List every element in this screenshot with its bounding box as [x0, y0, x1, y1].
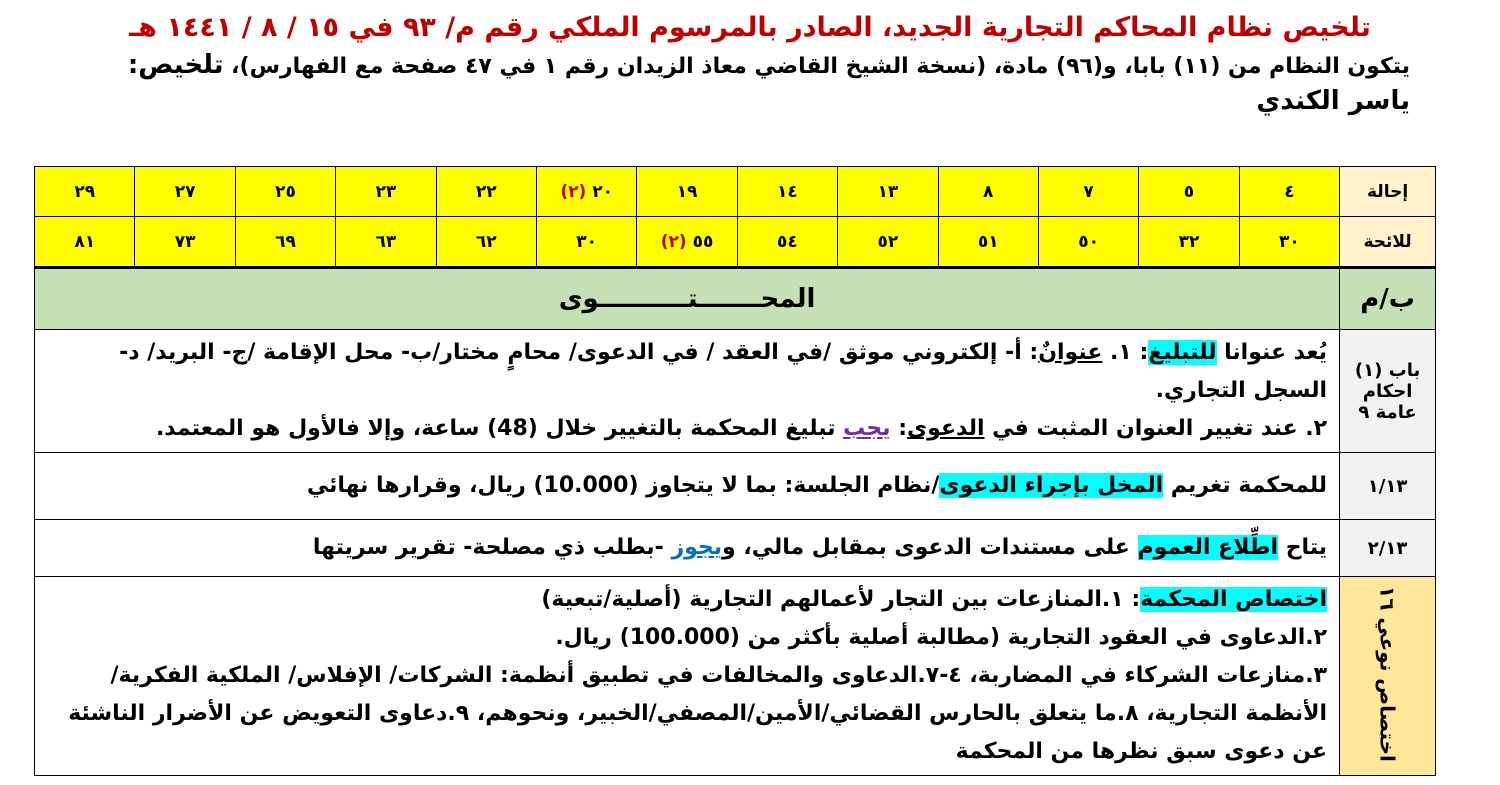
- header-num: ب/م: [1340, 268, 1436, 330]
- document-title: تلخيص نظام المحاكم التجارية الجديد، الصادر بالمرسوم الملكي رقم م/ ٩٣ في ١٥ / ٨ / ١٤٤١ هـ: [129, 12, 1371, 43]
- ref-cell: ١٣: [838, 167, 938, 217]
- row-number: باب (١) احكام عامة ٩: [1340, 330, 1436, 453]
- refs-row-2: [35, 217, 1436, 268]
- row-text: /نظام الجلسة: بما لا يتجاوز (10.000) ريال، وقرارها نهائي: [306, 473, 940, 498]
- row-text: : ١.المنازعات بين التجار لأعمالهم التجارية (أصلية/تبعية): [541, 587, 1141, 612]
- ref-cell: ٤: [1239, 167, 1339, 217]
- ref-cell: ٦٢: [436, 217, 536, 268]
- row-content: [35, 330, 1340, 453]
- row-text: : أ- إلكتروني موثق /في العقد / في الدعوى/ محامٍ مختار/ب- محل الإقامة /ج- البريد/ د- السجل التجاري.: [119, 340, 1328, 403]
- row-content: [35, 453, 1340, 520]
- row-content: [35, 577, 1340, 776]
- ref-cell: ١٤: [737, 167, 837, 217]
- ref-mark: (٢): [560, 181, 587, 202]
- row-text: يتاح: [1278, 535, 1328, 560]
- ref-cell: ١٩: [637, 167, 737, 217]
- highlight-text: المخل بإجراء الدعوى: [939, 473, 1164, 498]
- row-text: : ١.: [1102, 340, 1149, 365]
- ref-cell: ٥٠: [1038, 217, 1138, 268]
- highlight-text: للتبليغ: [1148, 340, 1217, 365]
- emphasis-text: يجب: [843, 416, 891, 441]
- refs-label-2: للائحة: [1340, 217, 1436, 268]
- vertical-label: اختصاص نوعي ١٦: [1375, 585, 1400, 762]
- ref-cell: ٥١: [938, 217, 1038, 268]
- ref-cell: ٥: [1139, 167, 1239, 217]
- ref-cell-marked: [637, 217, 737, 268]
- ref-cell: ٢٧: [135, 167, 235, 217]
- summary-table: [34, 166, 1436, 776]
- row-number: ١/١٣: [1340, 453, 1436, 520]
- ref-cell: ٢٢: [436, 167, 536, 217]
- row-text: :: [890, 416, 907, 441]
- row-text: على مستندات الدعوى بمقابل مالي، و: [722, 535, 1138, 560]
- highlight-text: اختصاص المحكمة: [1140, 587, 1328, 612]
- row-number: ٢/١٣: [1340, 520, 1436, 577]
- ref-cell: ٦٩: [235, 217, 335, 268]
- ref-cell: ٨: [938, 167, 1038, 217]
- subtitle-author: تلخيص: ياسر الكندي: [127, 50, 1410, 116]
- ref-cell: ٢٥: [235, 167, 335, 217]
- row-text: ٢. عند تغيير العنوان المثبت في: [984, 416, 1328, 441]
- ref-value: ٥٥: [692, 231, 714, 252]
- ref-cell: ٢٩: [35, 167, 135, 217]
- underlined-text: عنوانٌ: [1038, 340, 1103, 365]
- row-number-vertical: [1340, 577, 1436, 776]
- table-row: [35, 577, 1436, 776]
- row-text: ٢.الدعاوى في العقود التجارية (مطالبة أصلية بأكثر من (100.000) ريال.: [555, 625, 1328, 650]
- ref-value: ٢٠: [592, 181, 613, 202]
- highlight-text: اطِّلاع العموم: [1137, 535, 1279, 560]
- ref-cell: ٣٢: [1139, 217, 1239, 268]
- table-row: [35, 330, 1436, 453]
- table-header-row: [35, 268, 1436, 330]
- refs-row-1: [35, 167, 1436, 217]
- ref-cell: ٨١: [35, 217, 135, 268]
- row-text: يُعد عنوانا: [1216, 340, 1328, 365]
- subtitle-main: يتكون النظام من (١١) بابا، و(٩٦) مادة، (نسخة الشيخ القاضي معاذ الزيدان رقم ١ في ٤٧ صفحة مع الفهارس)،: [223, 54, 1410, 79]
- row-content: [35, 520, 1340, 577]
- ref-cell: ٦٣: [336, 217, 436, 268]
- row-text: -بطلب ذي مصلحة- تقرير سريتها: [312, 535, 672, 560]
- table-row: [35, 520, 1436, 577]
- refs-label-1: إحالة: [1340, 167, 1436, 217]
- ref-cell: ٥٢: [838, 217, 938, 268]
- ref-cell-marked: [536, 167, 636, 217]
- ref-cell: ٧: [1038, 167, 1138, 217]
- emphasis-text: يجوز: [671, 535, 723, 560]
- row-text: تبليغ المحكمة بالتغيير خلال (48) ساعة، وإلا فالأول هو المعتمد.: [155, 416, 844, 441]
- document-header: [0, 0, 1500, 120]
- row-text: للمحكمة تغريم: [1163, 473, 1328, 498]
- ref-cell: ٢٣: [336, 167, 436, 217]
- underlined-text: الدعوى: [907, 416, 985, 441]
- header-content: المحـــــــتــــــــــوى: [35, 268, 1340, 330]
- ref-cell: ٣٠: [1239, 217, 1339, 268]
- table-row: [35, 453, 1436, 520]
- row-text: ٣.منازعات الشركاء في المضاربة، ٤-٧.الدعاوى والمخالفات في تطبيق أنظمة: الشركات/ الإفلاس/ الملكية الفكرية/ الأنظمة التجارية، ٨.ما يتعلق بالحارس القضائي/الأمين/المصفي/الخبير، ونحوهم، ٩.دعاوى التعويض عن الأضرار الناشئة عن دعوى سبق نظرها من المحكمة: [68, 663, 1328, 764]
- ref-cell: ٧٣: [135, 217, 235, 268]
- ref-mark: (٢): [660, 231, 687, 252]
- ref-cell: ٥٤: [737, 217, 837, 268]
- ref-cell: ٣٠: [536, 217, 636, 268]
- document-subtitle: [0, 48, 1500, 120]
